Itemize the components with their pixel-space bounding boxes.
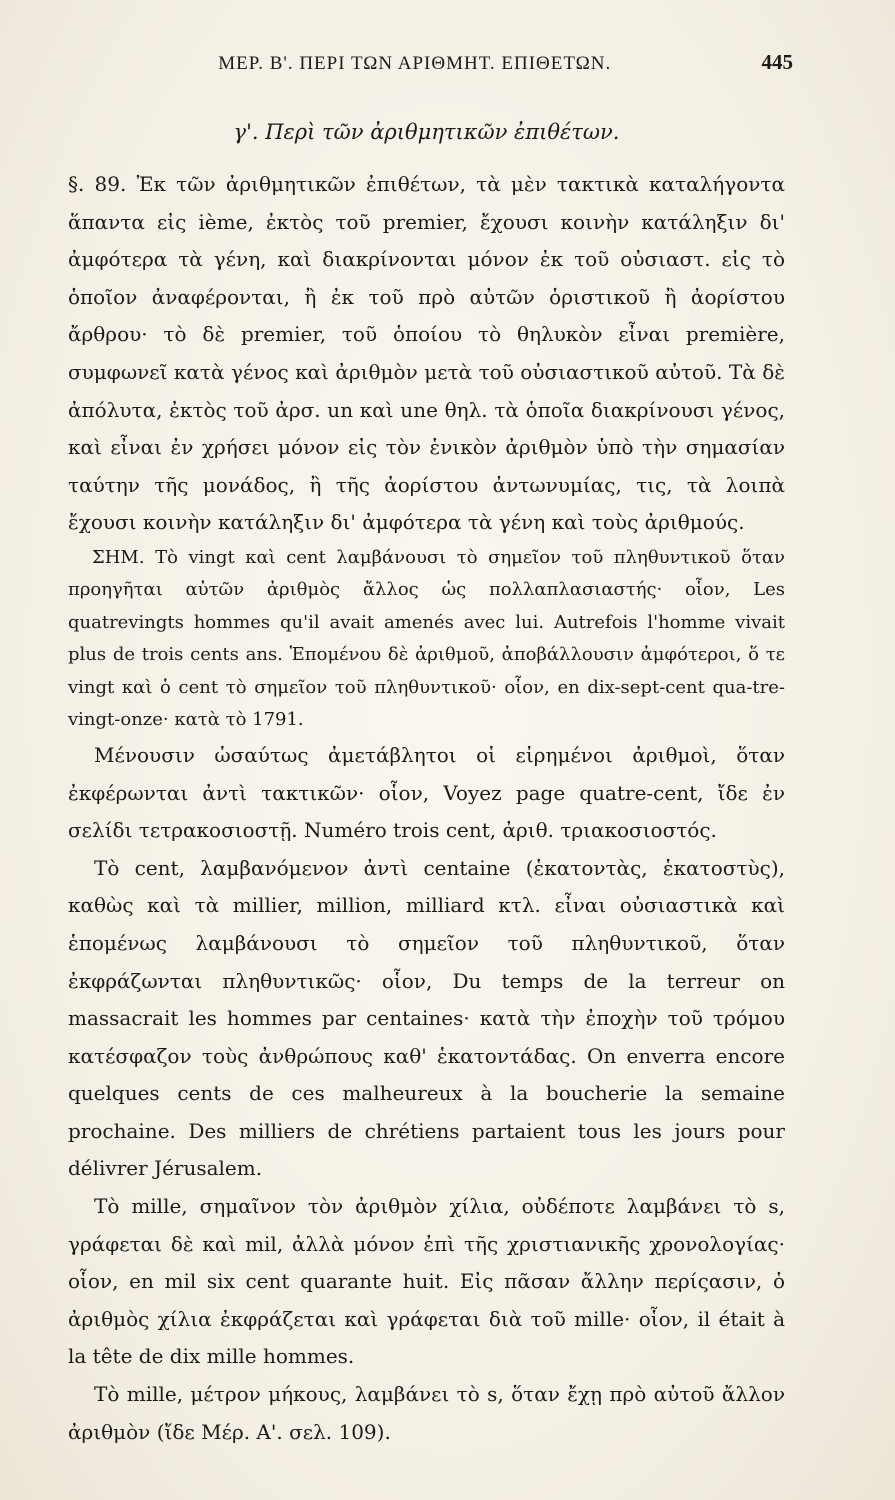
paragraph-mille-measure: Τὸ mille, μέτρον μήκους, λαμβάνει τὸ s, ὅταν ἔχῃ πρὸ αὐτοῦ ἄλλον ἀριθμὸν (ἴδε Μέρ. Α'. σελ. 109). [68,1382,785,1444]
running-title: ΜΕΡ. Β'. ΠΕΡΙ ΤΩΝ ΑΡΙΘΜΗΤ. ΕΠΙΘΕΤΩΝ. [218,53,612,74]
paragraph-mille-number: Τὸ mille, σημαῖνον τὸν ἀριθμὸν χίλια, οὐδέποτε λαμβάνει τὸ s, γράφεται δὲ καὶ mil, ἀλλὰ μόνον ἐπὶ τῆς χριστιανικῆς χρονολογίας· οἷον, en mil six cent quarante huit. Εἰς πᾶσαν ἄλλην περίςασιν, ὁ ἀριθμὸς χίλια ἐκφράζεται καὶ γράφεται διὰ τοῦ mille· οἷον, il était à la tête de dix mille hommes. [68,1194,785,1369]
paragraph-cent: Τὸ cent, λαμβανόμενον ἀντὶ centaine (ἑκατοντὰς, ἑκατοστὺς), καθὼς καὶ τὰ millier, million, milliard κτλ. εἶναι οὐσιαστικὰ καὶ ἑπομένως λαμβάνουσι τὸ σημεῖον τοῦ πληθυντικοῦ, ὅταν ἐκφράζωνται πληθυντικῶς· οἷον, Du temps de la terreur on massacrait les hommes par centaines· κατὰ τὴν ἐποχὴν τοῦ τρόμου κατέσφαζον τοὺς ἀνθρώπους καθ' ἑκατοντάδας. On enverra encore quelques cents de ces malheureux à la boucherie la semaine prochaine. Des milliers de chrétiens partaient tous les jours pour délivrer Jérusalem. [68,855,785,1181]
paragraph-unchanged-numerals: Μένουσιν ὡσαύτως ἀμετάβλητοι οἱ εἰρημένοι ἀριθμοὶ, ὅταν ἐκφέρωνται ἀντὶ τακτικῶν· οἷον, Voyez page quatre-cent, ἴδε ἐν σελίδι τετρακοσιοστῇ. Numéro trois cent, ἀριθ. τριακοσιοστός. [68,742,785,843]
note-paragraph: ΣΗΜ. Τὸ vingt καὶ cent λαμβάνουσι τὸ σημεῖον τοῦ πληθυντικοῦ ὅταν προηγῆται αὐτῶν ἀριθμὸς ἄλλος ὡς πολλαπλασιαστής· οἷον, Les quatrevingts hommes qu'il avait amenés avec lui. Autrefois l'homme vivait plus de trois cents ans. Ἑπομένου δὲ ἀριθμοῦ, ἀποβάλλουσιν ἀμφότεροι, ὅ τε vingt καὶ ὁ cent τὸ σημεῖον τοῦ πληθυντικοῦ· οἷον, en dix-sept-cent qua-tre-vingt-onze· κατὰ τὸ 1791. [68,546,785,731]
paragraph-89: §. 89. Ἐκ τῶν ἀριθμητικῶν ἐπιθέτων, τὰ μὲν τακτικὰ καταλήγοντα ἅπαντα εἰς ième, ἐκτὸς τοῦ premier, ἔχουσι κοινὴν κατάληξιν δι' ἀμφότερα τὰ γένη, καὶ διακρίνονται μόνον ἐκ τοῦ οὐσιαστ. εἰς τὸ ὁποῖον ἀναφέρονται, ἢ ἐκ τοῦ πρὸ αὐτῶν ὁριστικοῦ ἢ ἀορίστου ἄρθρου· τὸ δὲ premier, τοῦ ὁποίου τὸ θηλυκὸν εἶναι première, συμφωνεῖ κατὰ γένος καὶ ἀριθμὸν μετὰ τοῦ οὐσιαστικοῦ αὐτοῦ. Τὰ δὲ ἀπόλυτα, ἐκτὸς τοῦ ἀρσ. un καὶ une θηλ. τὰ ὁποῖα διακρίνουσι γένος, καὶ εἶναι ἐν χρήσει μόνον εἰς τὸν ἑνικὸν ἀριθμὸν ὑπὸ τὴν σημασίαν ταύτην τῆς μονάδος, ἢ τῆς ἀορίστου ἀντωνυμίας, τις, τὰ λοιπὰ ἔχουσι κοινὴν κατάληξιν δι' ἀμφότερα τὰ γένη καὶ τοὺς ἀριθμούς. [68,172,786,535]
page-header [68,50,793,94]
page-number: 445 [761,50,793,74]
bottom-margin [68,1451,785,1461]
section-heading: γ'. Περὶ τῶν ἀριθμητικῶν ἐπιθέτων. [233,120,620,144]
